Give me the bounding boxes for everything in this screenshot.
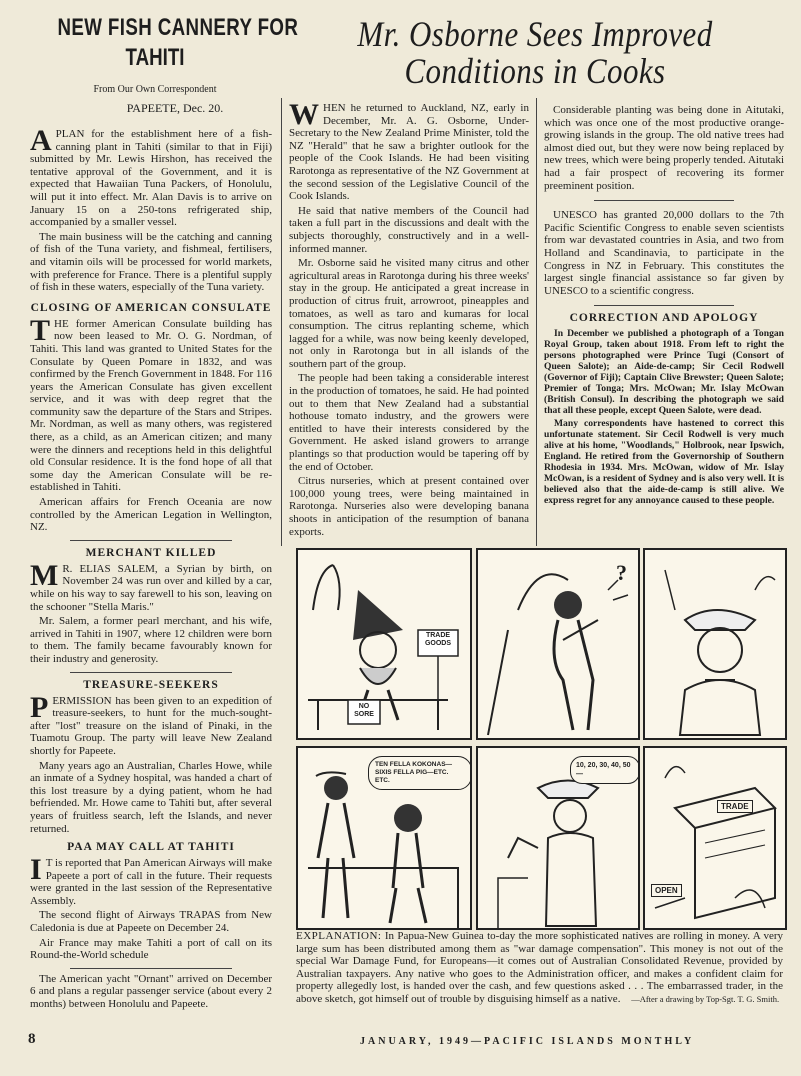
sign-trade: TRADE [717, 800, 753, 813]
correction-paragraph-1: In December we published a photograph of a Tongan Royal Group, taken about 1918. From left to right the persons photographed were Prince Tugi (Consort of Queen Salote); an Aide-de-camp; Sir Cecil Rodwell (Governor of Fiji); Captain Clive Brewster; Queen Salote; Premier of Tonga; Mrs. McOwan; Mr. Islay McOwan (British Consul). In describing the photograph we said that all these people, except Queen Salote, were dead. [544, 328, 784, 417]
middle-column [289, 102, 529, 542]
dateline: PAPEETE, Dec. 20. [126, 101, 224, 115]
drawing-credit: —After a drawing by Top-Sgt. T. G. Smith. [631, 993, 780, 1004]
page-number: 8 [28, 1031, 36, 1047]
trader-portrait-illustration [645, 550, 785, 738]
main-headline-line-1: Mr. Osborne Sees Improved [357, 14, 713, 54]
drop-cap: I [30, 853, 42, 887]
running-title: JANUARY, 1949—PACIFIC ISLANDS MONTHLY [360, 1036, 695, 1047]
fish-paragraph-2: The main business will be the catching and canning of fish of the Tuna variety, and fishmeal, fertilisers, and vitamin oils will be processed for world markets, with preference for France. There is a plentiful supply of fish in these waters, especially of the Tuna variety. [30, 230, 272, 294]
osborne-paragraph-4: The people had been taking a considerable interest in the production of tomatoes, he said. He had pointed out to them that New Zealand had a substantial hothouse tomato industry, and the growers were entitled to have their interests considered by the Government. He asked island growers to arrange plantings so that production would be tapering off by the end of October. [289, 372, 529, 473]
treasure-paragraph-1: PERMISSION has been given to an expedition of treasure-seekers, to hunt for the much-sought-after "lost" treasure on the island of Pinaki, in the Tuamotu Group. The party will leave New Zealand shortly for Papeete. [30, 690, 272, 757]
merchant-paragraph-1: M R. ELIAS SALEM, a Syrian by birth, on November 24 was run over and killed by a car, while on his way to say farewell to his son, leaving on the schooner "Stella Maris." [30, 558, 272, 613]
trader-disguised-illustration [478, 550, 638, 738]
explanation-text: In Papua-New Guinea to-day the more sophisticated natives are rolling in money. A very large sum has been distributed among them as "war damage compensation". This money is not out of the special War Damage Fund, for Europeans—it comes out of Australian Consolidated Revenue, provided by Australian taxpayers. Any native who goes to the Administration officer, and makes a confident claim for property allegedly lost, is handed over the cash, and few questions asked . . . The embarrassed trader, in the above sketch, got himself out of trouble by disguising himself as a native. [296, 930, 783, 1005]
aitutaki-paragraph: Considerable planting was being done in Aitutaki, which was once one of the most productive orange-growing islands in the group. The old native trees had almost died out, but they were now being replaced by new trees, which were being properly tended. Aitutaki had a fair prospect of recovering its former preeminent position. [544, 104, 784, 192]
drop-cap: M [30, 558, 59, 592]
headline-line-2: TAHITI [125, 44, 185, 71]
paa-paragraph-4: The American yacht "Ornant" arrived on December 6 and plans a regular passenger service (about every 2 months) between Honolulu and Papeete. [30, 972, 272, 1011]
cartoon-panel-4 [296, 746, 472, 930]
cartoon-panel-5 [476, 746, 640, 930]
treasure-paragraph-2: Many years ago an Australian, Charles Howe, while an inmate of a Sydney hospital, was handed a chart of this lost treasure by a dying patient, whom he had befriended. Mr. Howe came to Tahiti but, after several years of fruitless search, left the Islands, and never returned. [30, 759, 272, 835]
merchant-heading: MERCHANT KILLED [85, 546, 217, 559]
divider [70, 540, 232, 541]
correction-heading: CORRECTION AND APOLOGY [569, 312, 759, 325]
cartoon-panel-6 [643, 746, 787, 930]
cartoon-panel-3 [643, 548, 787, 740]
main-headline [290, 16, 780, 90]
cartoon-panel-2 [476, 548, 640, 740]
osborne-paragraph-2: He said that native members of the Council had taken a full part in the discussions and dealt with the subjects thoroughly, constructively and in a well-informed manner. [289, 204, 529, 255]
osborne-paragraph-5: Citrus nurseries, which at present contained over 100,000 young trees, were being maintained in Rarotonga. Nurseries also were developing banana shoots in anticipation of the resumption of banana exports. [289, 475, 529, 538]
consulate-paragraph-2: American affairs for French Oceania are now controlled by the American Legation in Wellington, NZ. [30, 496, 272, 534]
consulate-paragraph-1: THE former American Consulate building has now been leased to Mr. O. G. Nordman, of Tahiti. This land was granted to United States for the Consulate by Queen Pomare in 1832, and was confirmed by the French Government in 1848. For 116 years the American Consulate has given excellent service, and it was with deep regret that the community saw the departure of the Stars and Stripes. Mr. Nordman, as well as many others, was registered there, as a child, as an American citizen; and many were the dinners and receptions held in this delightful old Consular residence. It is the fond hope of all that some day the American Consulate will be re-established in Tahiti. [30, 313, 272, 494]
sign-trade-goods: TRADE GOODS [424, 632, 452, 647]
left-headline [30, 14, 299, 116]
consulate-heading: CLOSING OF AMERICAN CONSULATE [30, 301, 272, 314]
speech-bubble: 10, 20, 30, 40, 50— [570, 756, 640, 784]
unesco-paragraph: UNESCO has granted 20,000 dollars to the 7th Pacific Scientific Congress to enable seven scientists from war devastated countries in Asia, and two from Holland and Scandinavia, to participate in the Congress in NZ in February. This constitutes the largest single financial assistance so far given by UNESCO to a scientific congress. [544, 209, 784, 297]
paa-paragraph-1: I T is reported that Pan American Airways will make Papeete a port of call in the future. Their requests were granted in the last session of the Representative Assembly. [30, 853, 272, 907]
column-rule [281, 98, 282, 546]
headline-line-1: NEW FISH CANNERY FOR [57, 14, 299, 41]
main-headline-line-2: Conditions in Cooks [404, 51, 666, 91]
column-rule [536, 98, 537, 546]
cartoon-panel-1 [296, 548, 472, 740]
left-column [30, 128, 272, 1028]
correction-paragraph-2: Many correspondents have hastened to correct this unfortunate statement. Sir Cecil Rodwell is very much alive at his home, "Woodlands," Holbrook, near Ipswich, England. He retired from the Governorship of Southern Rhodesia in 1934. Mrs. McOwan, widow of Mr. Islay McOwan, is a resident of Sydney and is also very well. It is believed also that the aide-de-camp is still alive. We express regret for any annoyance caused to these people. [544, 418, 784, 507]
fish-paragraph-1: APLAN for the establishment here of a fish-canning plant in Tahiti (similar to that in Fiji) submitted by Mr. Lewis Hirshon, has received the tentative approval of the Government, and it is expected that Hawaiian Tuna Packers, of Honolulu, will put it into effect. Mr. Alan Davis is to arrive on January 15 on a 250-tons refrigerated ship, accompanied by a smaller vessel. [30, 128, 272, 229]
drop-cap: W [289, 102, 319, 131]
sign-open: OPEN [651, 884, 682, 897]
paa-paragraph-2: The second flight of Airways TRAPAS from New Caledonia is due at Papeete on December 24. [30, 909, 272, 935]
speech-bubble: TEN FELLA KOKONAS—SIXIS FELLA PIG—ETC. ETC. [368, 756, 472, 790]
divider [594, 200, 734, 201]
cartoon-explanation [296, 930, 783, 1005]
divider [70, 672, 232, 673]
divider [594, 305, 734, 306]
drop-cap: T [30, 313, 51, 347]
merchant-paragraph-2: Mr. Salem, a former pearl merchant, and his wife, arrived in Tahiti in 1907, where 12 children were born to them. The family became favourably known for their industry and generosity. [30, 615, 272, 665]
divider [70, 968, 232, 969]
trade-store-illustration [645, 748, 785, 928]
paa-paragraph-3: Air France may make Tahiti a port of call on its Round-the-World schedule [30, 936, 272, 962]
right-column [544, 104, 784, 542]
paa-heading: PAA MAY CALL AT TAHITI [67, 841, 235, 854]
box-label: NO SORE [354, 703, 374, 718]
osborne-paragraph-3: Mr. Osborne said he visited many citrus and other agricultural areas in Rarotonga during his three weeks' stay in the group. He anticipated a great increase in production of citrus fruit, arrowroot, pineapples and tomatoes, as well as taro and kumaras for local consumption. The citrus replanting scheme, which lagged for a while, was now being keenly developed, not only in Rarotonga but in all islands of the southern part of the group. [289, 257, 529, 370]
byline: From Our Own Correspondent [93, 84, 217, 95]
drop-cap: A [30, 128, 52, 157]
drop-cap: P [30, 690, 49, 724]
explanation-label: EXPLANATION: [296, 930, 382, 942]
treasure-heading: TREASURE-SEEKERS [83, 678, 219, 691]
question-mark: ? [616, 560, 627, 585]
osborne-paragraph-1: WHEN he returned to Auckland, NZ, early in December, Mr. A. G. Osborne, Under-Secretary to the New Zealand Prime Minister, told the NZ "Herald" that he saw a brighter outlook for the people of the Cook Islands. He had been visiting Rarotonga as representative of the NZ Government at the second session of the Legislative Council of the Cook Islands. [289, 102, 529, 203]
